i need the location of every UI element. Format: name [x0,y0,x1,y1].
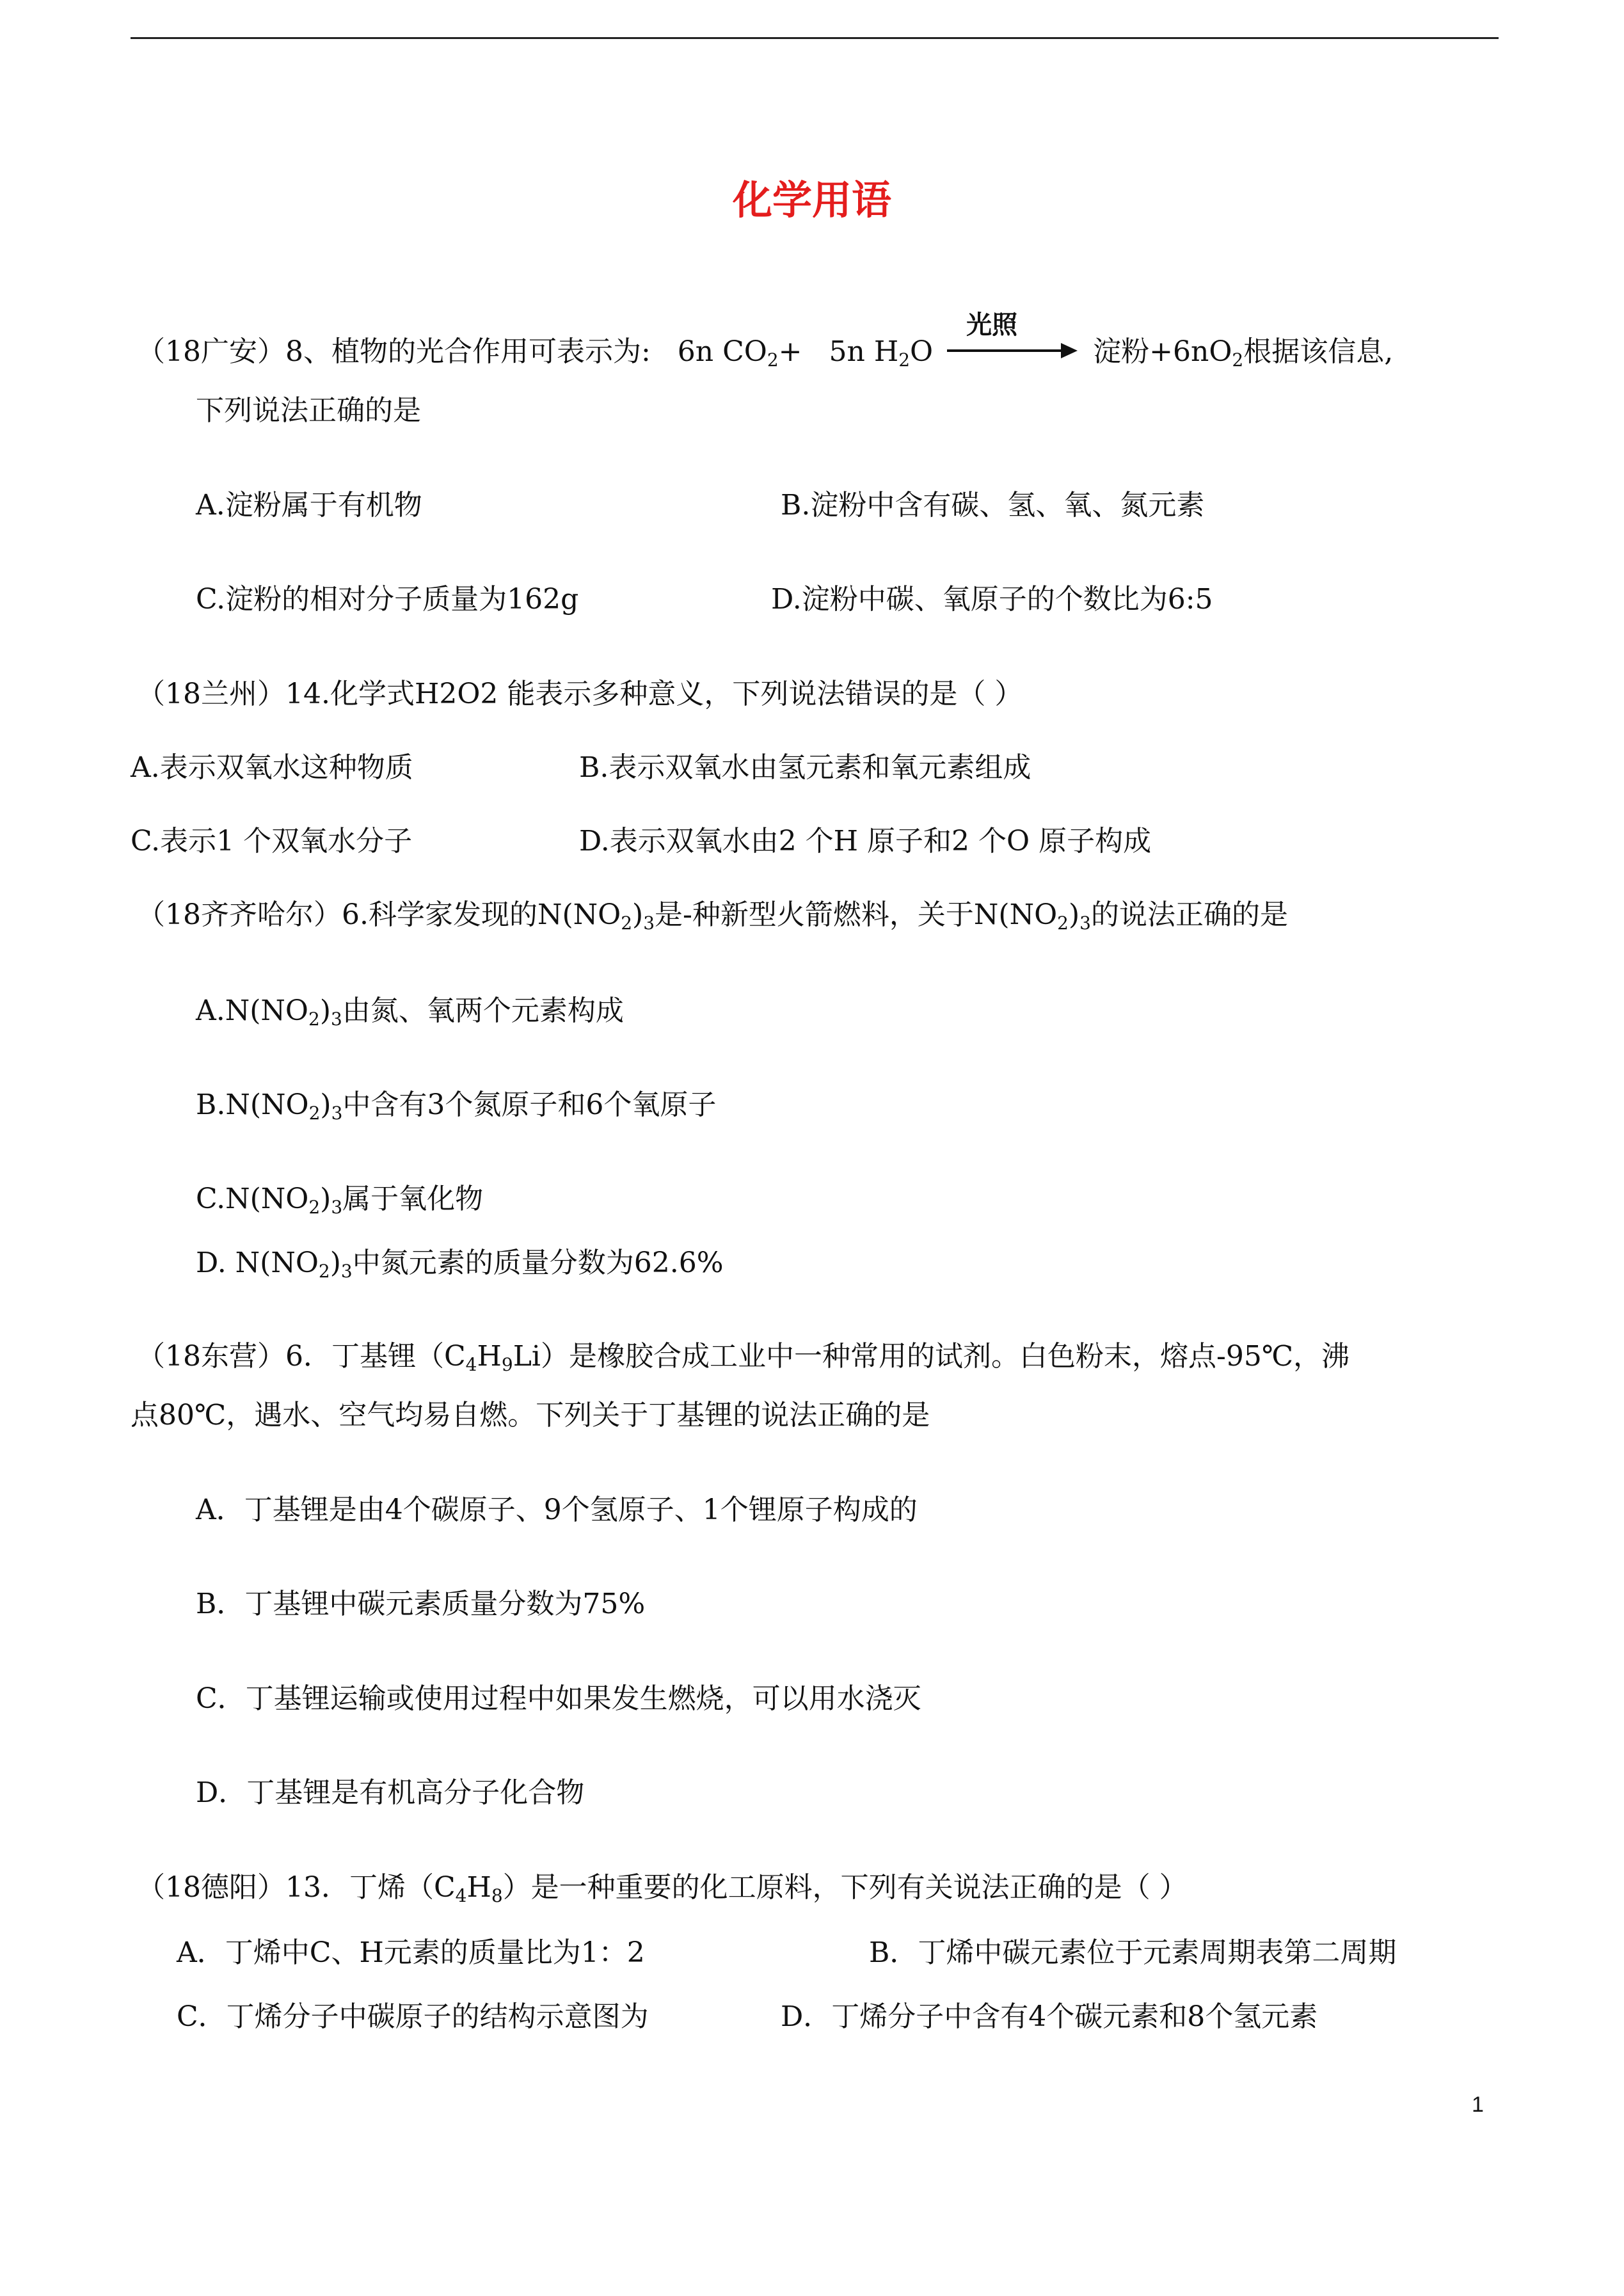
q3-stem: （18齐齐哈尔）6.科学家发现的$N(NO_2)_3$是-种新型火箭燃料，关于$N(NO_2)_3$的说法正确的是 [137,898,1288,934]
q5-stem: （18德阳）13．丁烯$(C_4H_8)$是一种重要的化工原料，下列有关说法正确的是（ ） [137,1871,1188,1906]
q3-option-a: $A.N(NO_2)_3$由氮、氧两个元素构成 [196,994,624,1030]
q5-option-d: D．丁烯分子中含有4个碳元素和8个氢元素 [781,2000,1318,2033]
q1-option-b: B.淀粉中含有碳、氢、氧、氮元素 [781,489,1205,522]
q4-option-a: A．丁基锂是由4个碳原子、9个氢原子、1个锂原子构成的 [196,1494,918,1526]
q2-stem: （18兰州）14.化学式H2O2 能表示多种意义，下列说法错误的是（ ） [137,678,1023,710]
q5-option-c: C．丁烯分子中碳原子的结构示意图为 [177,2000,649,2033]
q2-option-a: A.表示双氧水这种物质 [131,751,413,784]
q1-reactant-co2: 6n $CO_2+$ [677,335,802,371]
q2-option-b: B.表示双氧水由氢元素和氧元素组成 [579,751,1031,784]
arrow-icon [946,338,1080,363]
q1-option-a: A.淀粉属于有机物 [196,489,422,522]
q5-option-a: A．丁烯中C、H元素的质量比为1：2 [177,1936,645,1969]
q4-option-b: B．丁基锂中碳元素质量分数为75% [196,1588,646,1620]
reaction-arrow [946,310,1080,363]
q1-product: 淀粉$+6nO_2$ [1093,335,1244,371]
q1-option-d: D.淀粉中碳、氧原子的个数比为6:5 [771,583,1213,616]
q3-option-c: $C.N(NO_2)_3$属于氧化物 [196,1183,484,1218]
page-number: 1 [1472,2093,1484,2117]
q1-tail: 根据该信息, [1243,335,1394,368]
q2-option-d: D.表示双氧水由2 个H 原子和2 个O 原子构成 [579,825,1152,857]
header-rule [131,37,1499,39]
q2-option-c: C.表示1 个双氧水分子 [131,825,413,857]
q5-option-b: B．丁烯中碳元素位于元素周期表第二周期 [869,1936,1397,1969]
q1-stem [137,310,1394,371]
q4-option-c: C．丁基锂运输或使用过程中如果发生燃烧，可以用水浇灭 [196,1682,921,1715]
q4-stem: （18东营）6．丁基锂$(C_4H_9Li)$是橡胶合成工业中一种常用的试剂。白色粉末，熔点-95℃，沸 [137,1340,1350,1375]
page-title: 化学用语 [732,177,891,223]
q3-option-d: D. $N(NO_2)_3$中氮元素的质量分数为62.6% [196,1247,724,1282]
q4-stem-line2: 点80℃，遇水、空气均易自燃。下列关于丁基锂的说法正确的是 [131,1399,930,1431]
q4-option-d: D．丁基锂是有机高分子化合物 [196,1776,585,1809]
q1-option-c: C.淀粉的相对分子质量为162g [196,583,579,616]
arrow-condition-label: 光照 [966,310,1018,340]
q1-reactant-h2o: 5n $H_2O$ [829,335,934,371]
q1-stem-line2: 下列说法正确的是 [196,394,421,427]
q1-source: （18广安）8、植物的光合作用可表示为: [137,335,651,368]
q3-option-b: $B.N(NO_2)_3$中含有3个氮原子和6个氧原子 [196,1088,717,1124]
